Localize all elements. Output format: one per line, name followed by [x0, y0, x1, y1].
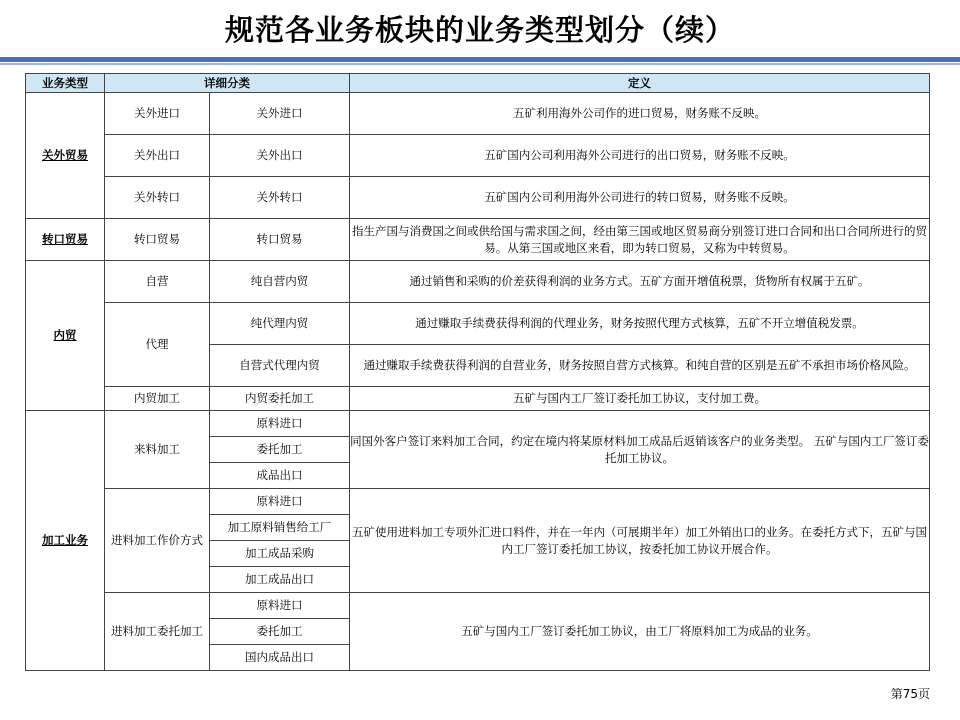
detail-cell: 关外进口	[210, 93, 350, 135]
table-row	[26, 177, 930, 219]
table-row	[26, 93, 930, 135]
table-row	[26, 411, 930, 437]
table-row	[26, 303, 930, 345]
subcategory-cell: 进料加工作价方式	[105, 489, 210, 593]
definition-cell: 五矿国内公司利用海外公司进行的转口贸易，财务账不反映。	[350, 177, 930, 219]
header-detail-category: 详细分类	[105, 74, 350, 93]
page-number: 第75页	[890, 687, 930, 701]
detail-cell: 国内成品出口	[210, 645, 350, 671]
table-row	[26, 593, 930, 619]
category-cell: 转口贸易	[26, 219, 105, 261]
category-cell: 关外贸易	[26, 93, 105, 219]
detail-cell: 转口贸易	[210, 219, 350, 261]
detail-cell: 加工成品采购	[210, 541, 350, 567]
table-header-row	[26, 74, 930, 93]
table-row	[26, 489, 930, 515]
detail-cell: 内贸委托加工	[210, 387, 350, 411]
subcategory-cell: 代理	[105, 303, 210, 387]
definition-cell: 同国外客户签订来料加工合同，约定在境内将某原材料加工成品后返销该客户的业务类型。 五矿与国内工厂签订委托加工协议。	[350, 411, 930, 489]
detail-cell: 自营式代理内贸	[210, 345, 350, 387]
detail-cell: 委托加工	[210, 619, 350, 645]
detail-cell: 加工原料销售给工厂	[210, 515, 350, 541]
detail-cell: 原料进口	[210, 411, 350, 437]
definition-cell: 通过赚取手续费获得利润的自营业务，财务按照自营方式核算。和纯自营的区别是五矿不承担市场价格风险。	[350, 345, 930, 387]
business-type-table	[25, 73, 930, 671]
category-cell: 内贸	[26, 261, 105, 411]
category-cell: 加工业务	[26, 411, 105, 671]
table-row	[26, 135, 930, 177]
definition-cell: 五矿与国内工厂签订委托加工协议，由工厂将原料加工为成品的业务。	[350, 593, 930, 671]
definition-cell: 五矿国内公司利用海外公司进行的出口贸易，财务账不反映。	[350, 135, 930, 177]
subcategory-cell: 关外进口	[105, 93, 210, 135]
detail-cell: 纯自营内贸	[210, 261, 350, 303]
subcategory-cell: 关外转口	[105, 177, 210, 219]
definition-cell: 五矿利用海外公司作的进口贸易，财务账不反映。	[350, 93, 930, 135]
detail-cell: 原料进口	[210, 593, 350, 619]
header-definition: 定义	[350, 74, 930, 93]
table-row	[26, 387, 930, 411]
table-row	[26, 261, 930, 303]
subcategory-cell: 内贸加工	[105, 387, 210, 411]
definition-cell: 五矿与国内工厂签订委托加工协议，支付加工费。	[350, 387, 930, 411]
detail-cell: 加工成品出口	[210, 567, 350, 593]
title-underline-thin-bar	[0, 63, 960, 65]
page-title: 规范各业务板块的业务类型划分（续）	[224, 13, 735, 47]
subcategory-cell: 来料加工	[105, 411, 210, 489]
subcategory-cell: 自营	[105, 261, 210, 303]
definition-cell: 五矿使用进料加工专项外汇进口料件，并在一年内（可展期半年）加工外销出口的业务。在委托方式下，五矿与国内工厂签订委托加工协议，按委托加工协议开展合作。	[350, 489, 930, 593]
detail-cell: 原料进口	[210, 489, 350, 515]
definition-cell: 通过赚取手续费获得利润的代理业务，财务按照代理方式核算，五矿不开立增值税发票。	[350, 303, 930, 345]
definition-cell: 指生产国与消费国之间或供给国与需求国之间，经由第三国或地区贸易商分别签订进口合同和出口合同所进行的贸易。从第三国或地区来看，即为转口贸易，又称为中转贸易。	[350, 219, 930, 261]
title-underline-bar	[0, 57, 960, 62]
detail-cell: 纯代理内贸	[210, 303, 350, 345]
detail-cell: 成品出口	[210, 463, 350, 489]
header-business-type: 业务类型	[26, 74, 105, 93]
detail-cell: 委托加工	[210, 437, 350, 463]
subcategory-cell: 进料加工委托加工	[105, 593, 210, 671]
subcategory-cell: 转口贸易	[105, 219, 210, 261]
detail-cell: 关外转口	[210, 177, 350, 219]
table-row	[26, 219, 930, 261]
definition-cell: 通过销售和采购的价差获得利润的业务方式。五矿方面开增值税票，货物所有权属于五矿。	[350, 261, 930, 303]
detail-cell: 关外出口	[210, 135, 350, 177]
subcategory-cell: 关外出口	[105, 135, 210, 177]
